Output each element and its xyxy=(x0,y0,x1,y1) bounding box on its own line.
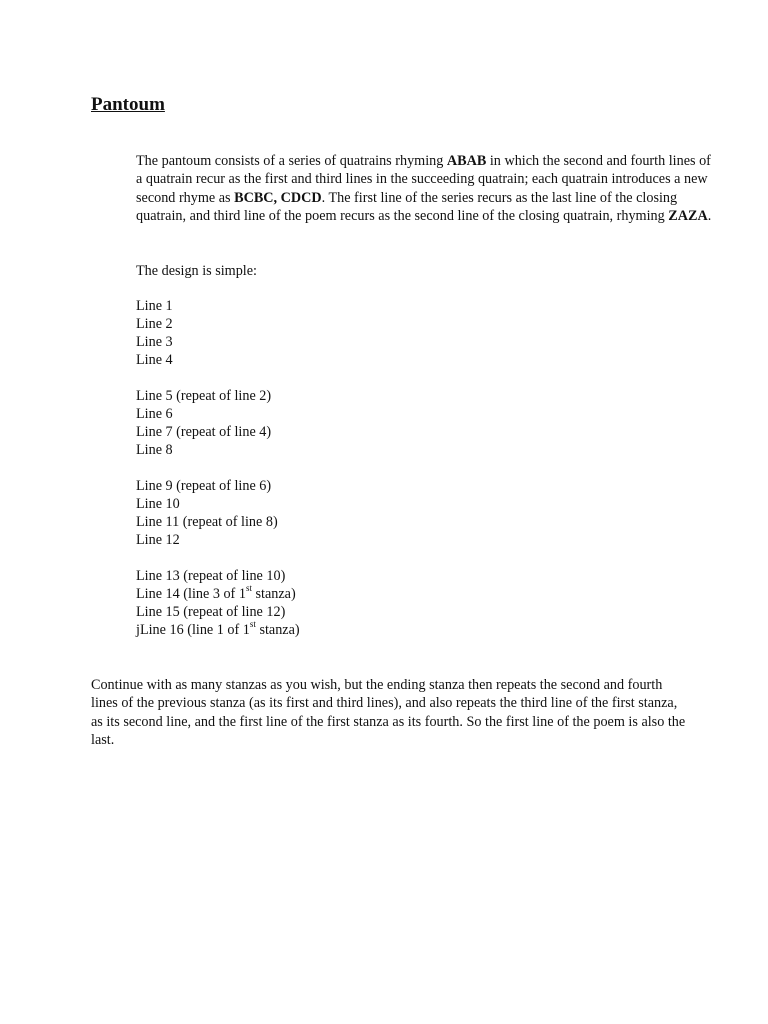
stanza-2 xyxy=(136,387,300,459)
stanza-line: Line 15 (repeat of line 12) xyxy=(136,604,286,620)
stanza-1 xyxy=(136,297,300,369)
stanza-line: Line 1 xyxy=(136,298,173,314)
rhyme-scheme-abab: ABAB xyxy=(446,153,487,169)
line-14-text: Line 14 (line 3 of 1 xyxy=(136,586,246,602)
stanza-line xyxy=(136,585,300,603)
stanza-line: Line 3 xyxy=(136,334,173,350)
closing-paragraph: Continue with as many stanzas as you wish, but the ending stanza then repeats the second and fourth lines of the previous stanza (as its first and third lines), and also repeats the third line of the first stanza, as its second line, and the first line of the first stanza as its fourth. So the first line of the poem is also the last. xyxy=(91,677,686,748)
stanza-4 xyxy=(136,567,300,639)
intro-text-2: in which the second and fourth lines of a quatrain recur as the first and third lines in the succeeding quatrain; each quatrain introduces a new second rhyme as xyxy=(136,153,711,206)
stanza-line: Line 6 xyxy=(136,406,173,422)
stanza-line: Line 8 xyxy=(136,442,173,458)
line-16-text: jLine 16 (line 1 of 1 xyxy=(136,622,250,638)
document-title: Pantoum xyxy=(91,94,165,115)
rhyme-scheme-zaza: ZAZA xyxy=(668,207,708,224)
intro-paragraph xyxy=(136,152,716,225)
stanza-3 xyxy=(136,477,300,549)
line-16-tail: stanza) xyxy=(255,622,300,638)
intro-text-4: . xyxy=(707,207,712,224)
intro-text-1: The pantoum consists of a series of quatrains rhyming xyxy=(136,153,447,169)
intro-text-3: . The first line of the series recurs as the last line of the closing quatrain, and third line of the poem recurs as the second line of the closing quatrain, rhyming xyxy=(136,189,678,224)
stanza-line: Line 9 (repeat of line 6) xyxy=(136,478,272,494)
stanza-line: Line 5 (repeat of line 2) xyxy=(136,388,272,404)
stanza-line xyxy=(136,621,300,639)
stanza-line: Line 11 (repeat of line 8) xyxy=(136,514,278,530)
stanza-line: Line 4 xyxy=(136,352,173,368)
stanza-line: Line 7 (repeat of line 4) xyxy=(136,424,272,440)
stanza-line: Line 2 xyxy=(136,316,173,332)
design-intro: The design is simple: xyxy=(136,263,257,279)
ordinal-suffix: st xyxy=(245,583,252,594)
line-14-tail: stanza) xyxy=(251,586,296,602)
ordinal-suffix: st xyxy=(249,619,256,630)
stanza-list xyxy=(136,297,300,657)
stanza-line: Line 10 xyxy=(136,496,180,512)
stanza-line: Line 12 xyxy=(136,532,180,548)
stanza-line: Line 13 (repeat of line 10) xyxy=(136,568,286,584)
rhyme-scheme-bcbc-cdcd: BCBC, CDCD xyxy=(234,189,322,206)
